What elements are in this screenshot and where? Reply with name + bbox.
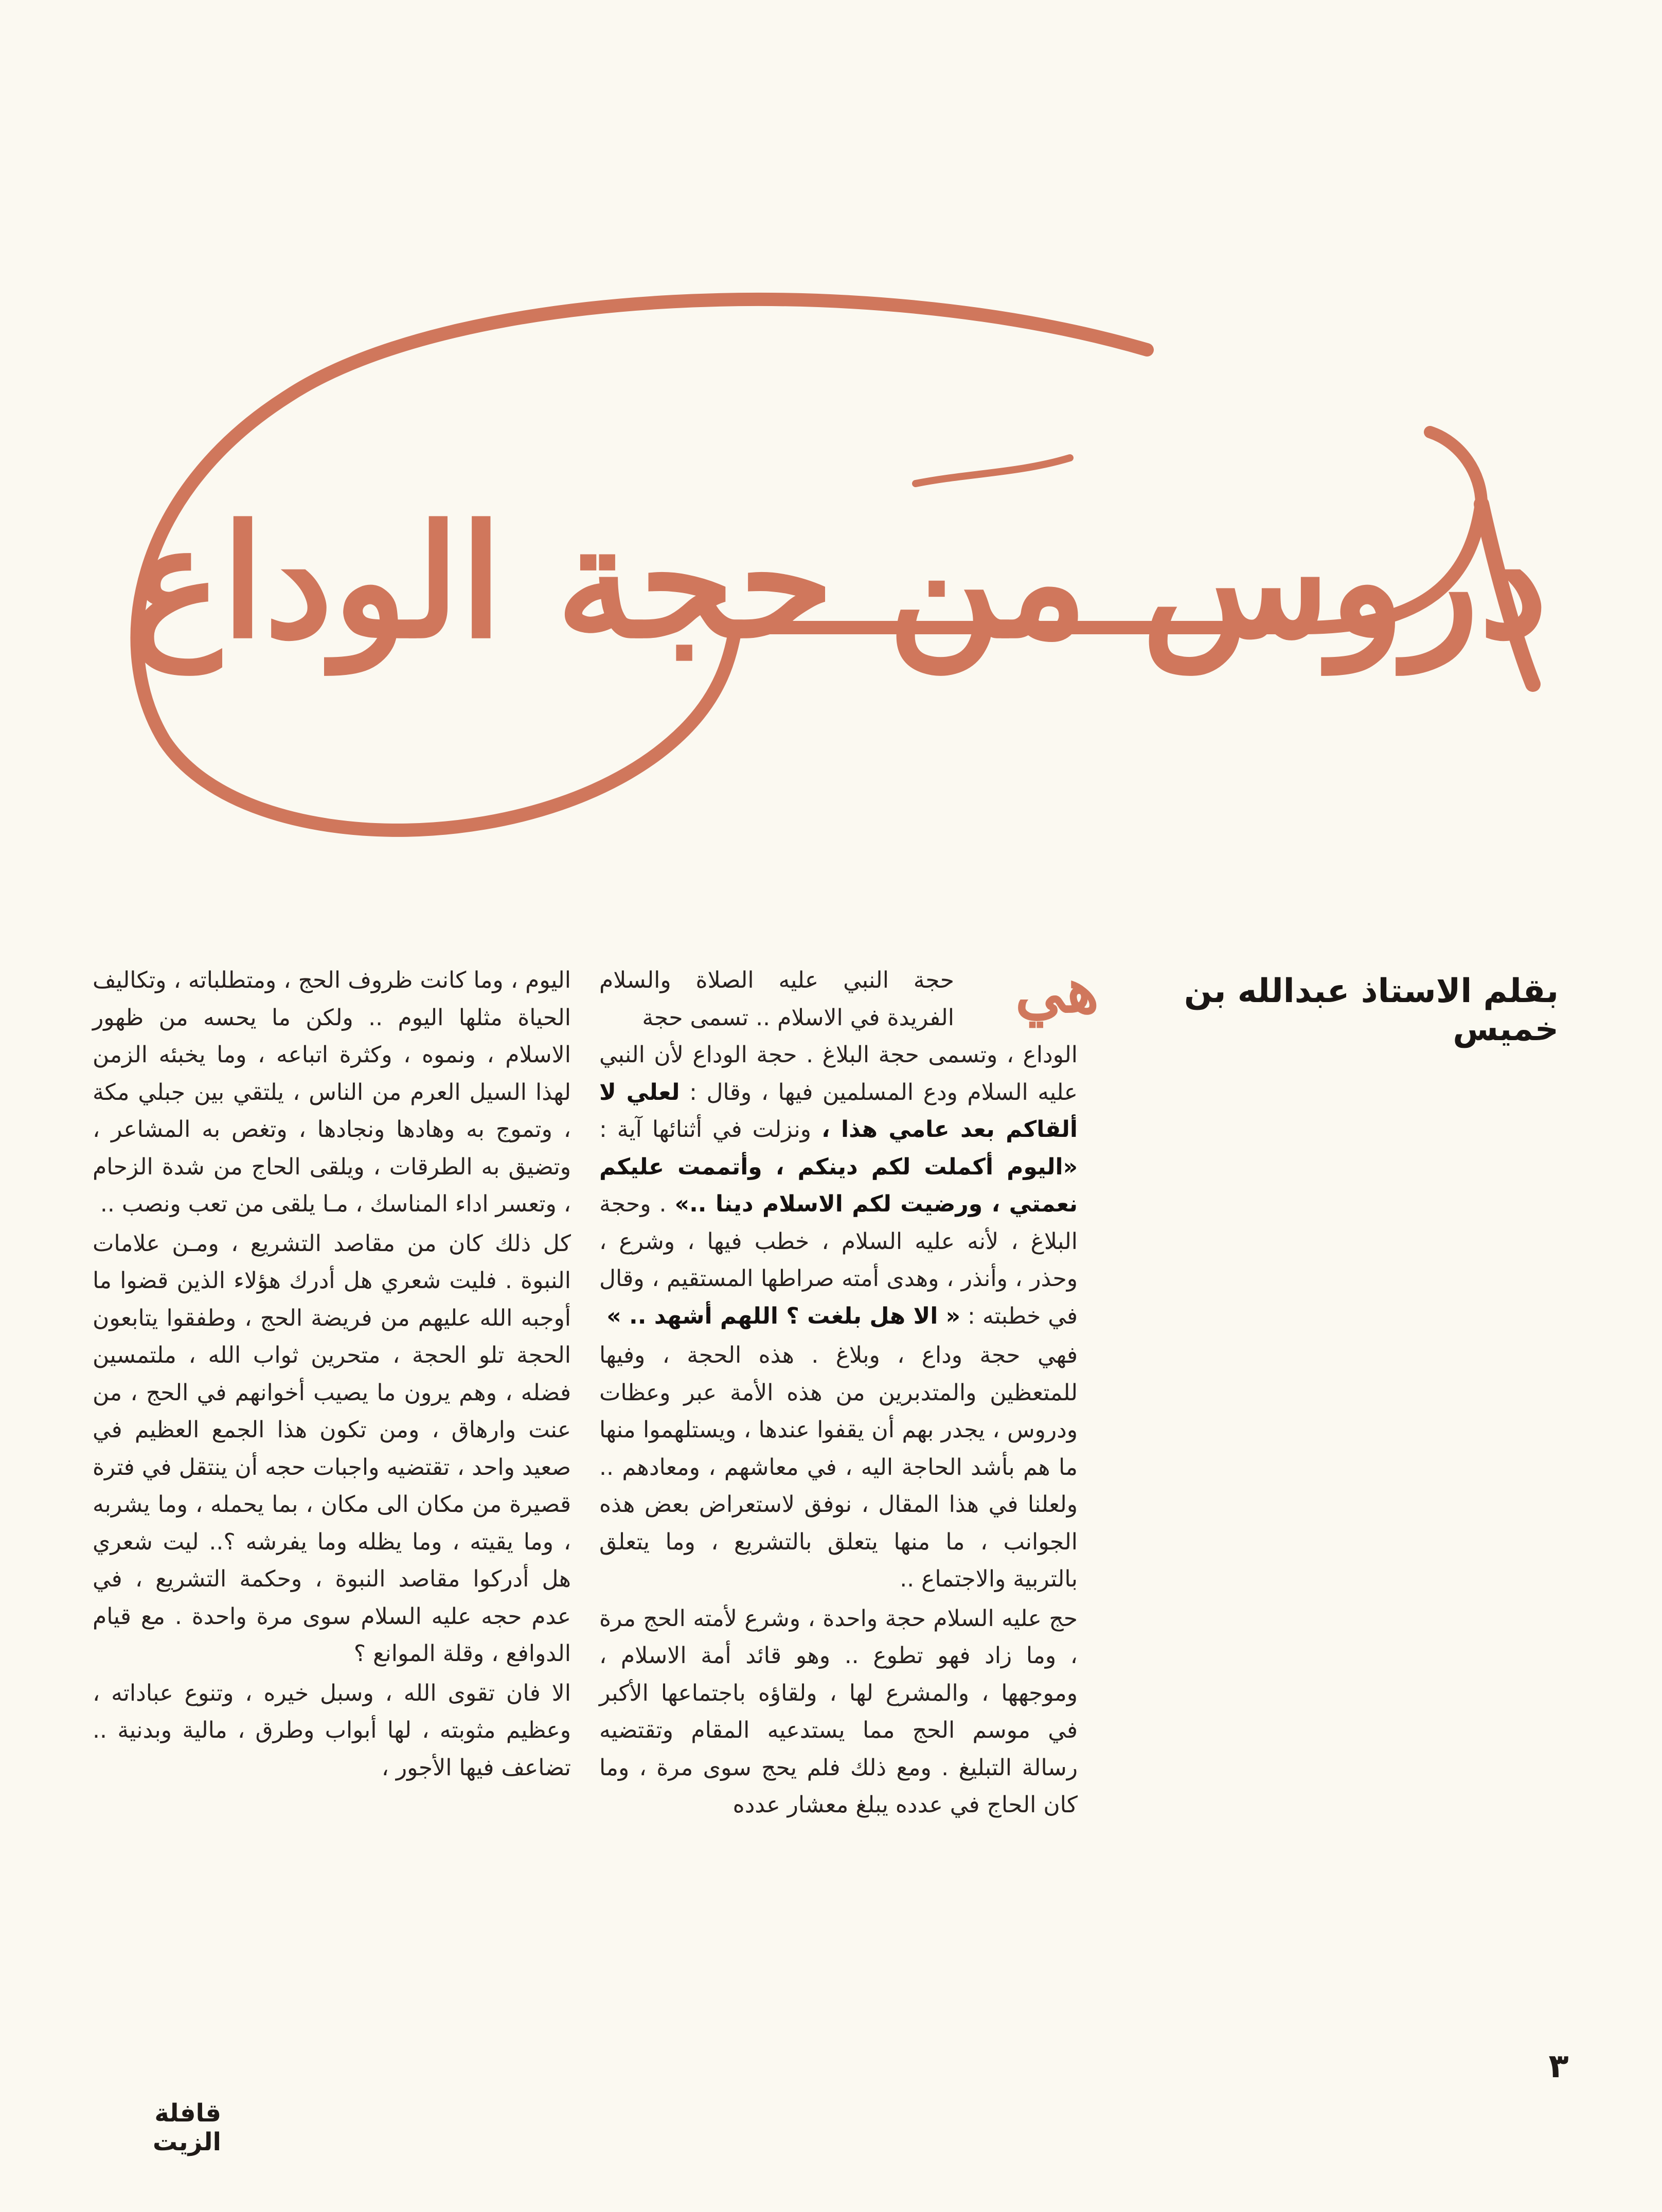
article-column-left [93,962,571,1787]
paragraph-2: فهي حجة وداع ، وبلاغ . هذه الحجة ، وفيها للمتعظين والمتدبرين من هذه الأمة عبر وعظات ودروس ، يجدر بهم أن يقفوا عندها ، ويستلهموا منها ما هم بأشد الحاجة اليه ، في معاشهم ، ومعادهم .. ولعلنا في هذا المقال ، نوفق لاستعراض بعض هذه الجوانب ، ما منها يتعلق بالتشريع ، وما يتعلق بالتربية والاجتماع .. [599,1342,1078,1592]
paragraph-1-text-c: . وحجة البلاغ ، لأنه عليه السلام ، خطب فيها ، وشرع ، وحذر ، وأنذر ، وهدى أمته صراطها المستقيم ، وقال في خطبته : [599,1191,1078,1329]
paragraph-1 [599,962,1078,1335]
paragraph-1-lead: حجة النبي عليه الصلاة والسلام الفريدة في الاسلام .. تسمى حجة [599,967,954,1031]
paragraph-3: حج عليه السلام حجة واحدة ، وشرع لأمته الحج مرة ، وما زاد فهو تطوع .. وهو قائد أمة الاسلام ، وموجهها ، والمشرع لها ، ولقاؤه باجتماعها الأكبر في موسم الحج مما يستدعيه المقام وتقتضيه رسالة التبليغ . ومع ذلك فلم يحج سوى مرة ، وما كان الحاج في عدده يبلغ معشار عدده [599,1605,1078,1818]
paragraph-1-text-a: الوداع ، وتسمى حجة البلاغ . حجة الوداع لأن النبي عليه السلام ودع المسلمين فيها ، وقال : [599,1042,1078,1105]
paragraph-5: كل ذلك كان من مقاصد التشريع ، ومـن علامات النبوة . فليت شعري هل أدرك هؤلاء الذين قضوا ما أوجبه الله عليهم من فريضة الحج ، وطفقوا يتابعون الحجة تلو الحجة ، متحرين ثواب الله ، ملتمسين فضله ، وهم يرون ما يصيب أخوانهم في الحج ، من عنت وارهاق ، ومن تكون هذا الجمع العظيم في صعيد واحد ، تقتضيه واجبات حجه أن ينتقل في فترة قصيرة من مكان الى مكان ، بما يحمله ، وما يشربه ، وما يقيته ، وما يظله وما يفرشه ؟.. ليت شعري هل أدركوا مقاصد النبوة ، وحكمة التشريع ، في عدم حجه عليه السلام سوى مرة واحدة . مع قيام الدوافع ، وقلة الموانع ؟ [93,1230,571,1667]
paragraph-1-quote-1: لعلي لا ألقاكم بعد عامي هذا ، [599,1079,1078,1143]
paragraph-4: اليوم ، وما كانت ظروف الحج ، ومتطلباته ، وتكاليف الحياة مثلها اليوم .. ولكن ما يحسه من ظهور الاسلام ، ونموه ، وكثرة اتباعه ، وما يخبئه الزمن لهذا السيل العرم من الناس ، يلتقي بين جبلي مكة ، وتموج به وهادها ونجادها ، وتغص به المشاعر ، وتضيق به الطرقات ، ويلقى الحاج من شدة الزحام ، وتعسر اداء المناسك ، مـا يلقى من تعب ونصب .. [93,967,571,1217]
paragraph-6: الا فان تقوى الله ، وسبل خيره ، وتنوع عباداته ، وعظيم مثوبته ، لها أبواب وطرق ، مالية وبدنية .. تضاعف فيها الأجور ، [93,1680,571,1781]
byline: بقلم الاستاذ عبدالله بن خميس [1184,972,1559,1048]
paragraph-1-quote-3: « الا هل بلغت ؟ اللهم أشهد .. » [606,1303,961,1329]
calligraphic-title [93,288,1584,875]
page-number: ٣ [1548,2047,1569,2085]
article-column-right [599,962,1078,1824]
title-text: دروس من حجة الوداع [129,490,1548,672]
drop-word: هي [1015,954,1099,1027]
paragraph-1-quote-2: «اليوم أكملت لكم دينكم ، وأتممت عليكم نعمتي ، ورضيت لكم الاسلام دينا ..» [599,1153,1078,1217]
paragraph-1-text-b: ونزلت في أثنائها آية : [599,1116,821,1143]
publication-name: قافلة الزيت [152,2099,221,2156]
